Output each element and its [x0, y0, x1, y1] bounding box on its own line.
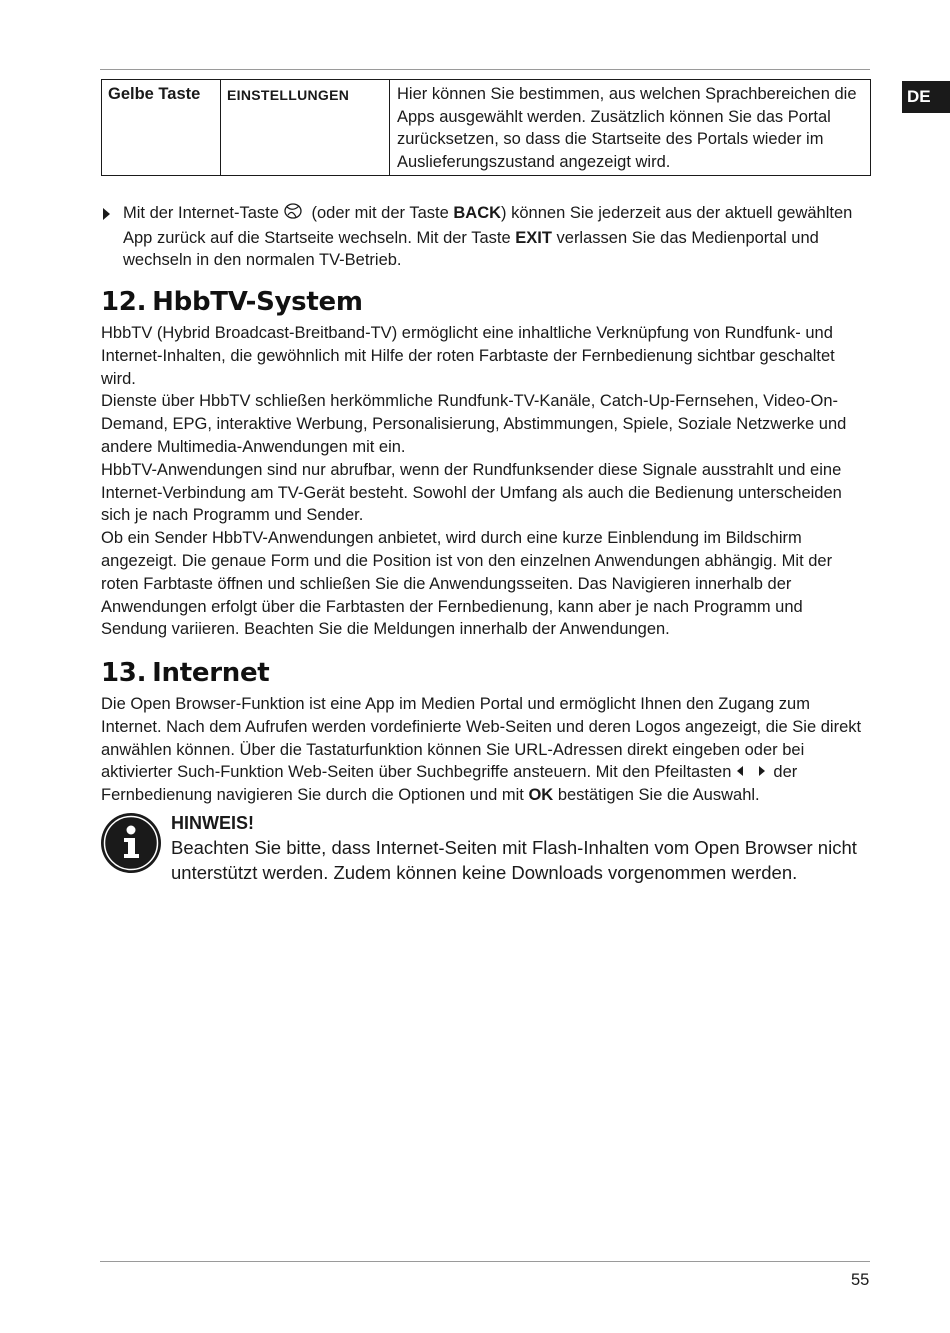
section-heading-13: [101, 658, 269, 688]
bullet-text: ) können Sie jederzeit aus der aktuell gewählten App zurück auf die Startseite wechseln. Mit der Taste: [123, 204, 853, 247]
section-body-12: [101, 322, 871, 641]
bullet-text: (oder mit der Taste: [311, 204, 449, 222]
ok-key-label: OK: [528, 786, 554, 805]
paragraph: Ob ein Sender HbbTV-Anwendungen anbietet, wird durch eine kurze Einblendung im Bildschirm angezeigt. Die genaue Form und die Position ist von den einzelnen Anwendungen abhängig. Mit der roten Farbtaste öffnen und schließen Sie die Anwendungsseiten. Das Navigieren innerhalb der Anwendungen erfolgt über die Farbtasten der Fernbedienung, kann aber je nach Programm und Sendung variieren. Beachten Sie die Meldungen innerhalb der Anwendungen.: [101, 529, 833, 639]
paragraph: Dienste über HbbTV schließen herkömmliche Rundfunk-TV-Kanäle, Catch-Up-Fernsehen, Video-On-Demand, EPG, interaktive Werbung, Personalisierung, Abstimmungen, Spiele, Soziale Netzwerke und andere Multimedia-Anwendungen mit ein.: [101, 392, 847, 456]
internet-key-icon: [283, 202, 303, 227]
language-tab: DE: [902, 81, 950, 113]
section-heading-12: [101, 287, 363, 317]
note-text: Beachten Sie bitte, dass Internet-Seiten mit Flash-Inhalten vom Open Browser nicht unterstützt werden. Zudem können keine Downloads vorgenommen werden.: [171, 837, 857, 883]
footer-rule: [100, 1261, 870, 1262]
section-number: 13.: [101, 658, 147, 688]
section-title: Internet: [152, 658, 270, 688]
back-key-label: BACK: [453, 204, 502, 222]
paragraph-text: der Fernbedienung navigieren Sie durch die Optionen und mit: [101, 763, 798, 805]
header-rule: [100, 69, 870, 70]
key-cell: Gelbe Taste: [102, 80, 221, 176]
bullet-text: Mit der Internet-Taste: [123, 204, 279, 222]
paragraph-text: bestätigen Sie die Auswahl.: [557, 786, 760, 805]
paragraph: HbbTV (Hybrid Broadcast-Breitband-TV) ermöglicht eine inhaltliche Verknüpfung von Rundfunk- und Internet-Inhalten, die gewöhnlich mit Hilfe der roten Farbtaste der Fernbedienung sichtbar geschaltet wird.: [101, 324, 835, 388]
table-row: [102, 80, 871, 176]
bullet-item: [101, 202, 873, 272]
section-title: HbbTV-System: [152, 287, 363, 317]
key-table: [101, 79, 871, 176]
function-cell: EINSTELLUNGEN: [221, 80, 390, 176]
section-number: 12.: [101, 287, 147, 317]
arrow-right-icon: [759, 766, 765, 776]
paragraph-text: Die Open Browser-Funktion ist eine App im Medien Portal und ermöglicht Ihnen den Zugang zum Internet. Nach dem Aufrufen werden vordefinierte Web-Seiten und deren Logos angezeigt, die Sie direkt anwählen können. Über die Tastaturfunktion können Sie URL-Adressen direkt eingeben oder bei aktivierter Such-Funktion Web-Seiten über Suchbegriffe ansteuern. Mit den Pfeiltasten: [101, 695, 862, 782]
page-number: 55: [851, 1271, 870, 1289]
section-body-13: [101, 693, 871, 807]
info-icon: [100, 812, 162, 874]
exit-key-label: EXIT: [515, 228, 552, 247]
bullet-text: verlassen Sie das Medienportal und wechseln in den normalen TV-Betrieb.: [123, 228, 819, 269]
arrow-left-icon: [737, 766, 743, 776]
bullet-arrow-icon: [103, 208, 110, 220]
note-title: HINWEIS!: [171, 813, 254, 833]
paragraph: HbbTV-Anwendungen sind nur abrufbar, wenn der Rundfunksender diese Signale ausstrahlt und eine Internet-Verbindung am TV-Gerät besteht. Sowohl der Umfang als auch die Bedienung unterscheiden sich je nach Programm und Sender.: [101, 460, 842, 525]
description-cell: Hier können Sie bestimmen, aus welchen Sprachbereichen die Apps ausgewählt werden. Zusätzlich können Sie das Portal zurücksetzen, so dass die Startseite des Portals wieder im Auslieferungszustand angezeigt wird.: [390, 80, 871, 176]
